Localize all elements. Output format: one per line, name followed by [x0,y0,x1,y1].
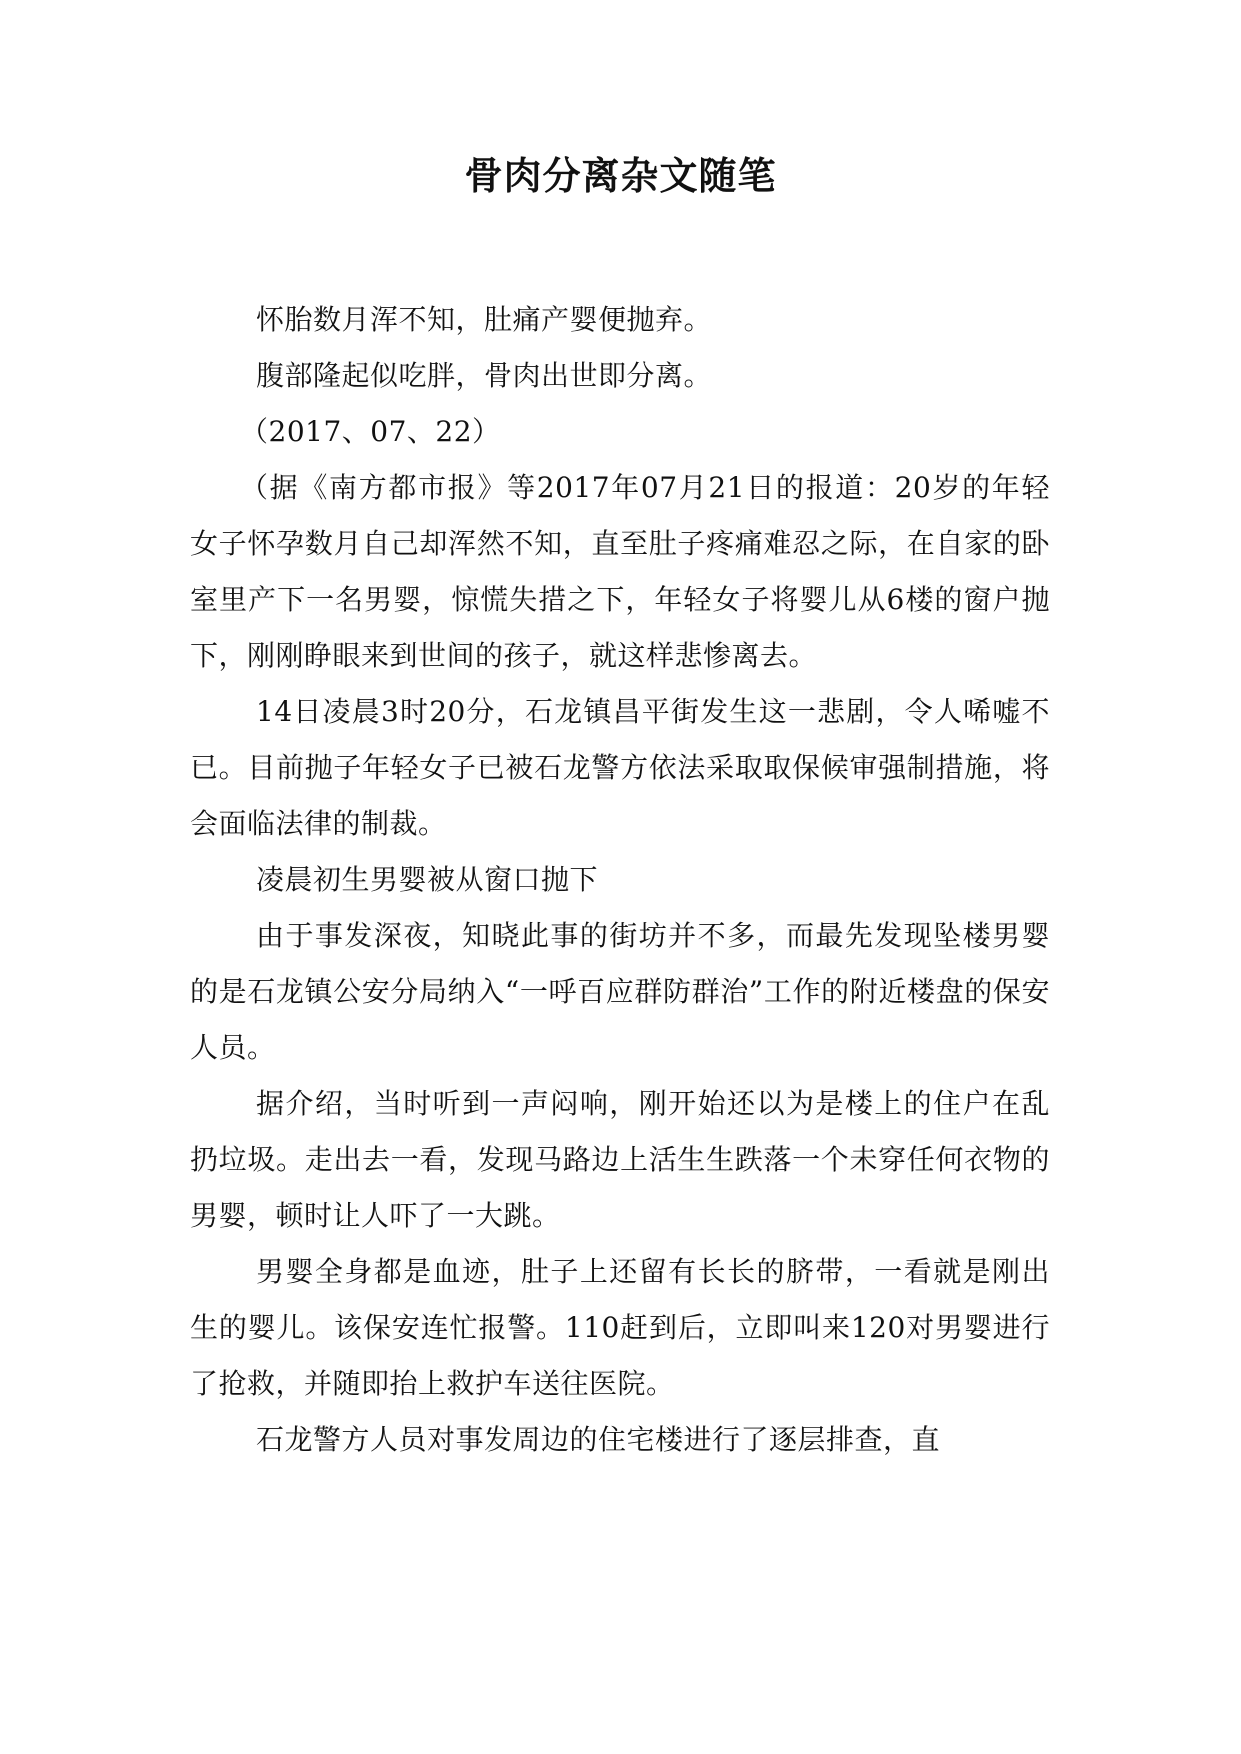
document-body [190,292,1050,1468]
section-subheading: 凌晨初生男婴被从窗口抛下 [256,863,599,896]
news-paragraph: 由于事发深夜，知晓此事的街坊并不多，而最先发现坠楼男婴的是石龙镇公安分局纳入“一呼百应群防群治”工作的附近楼盘的保安人员。 [190,919,1050,1064]
news-paragraph: 14日凌晨3时20分，石龙镇昌平街发生这一悲剧，令人唏嘘不已。目前抛子年轻女子已被石龙警方依法采取取保候审强制措施，将会面临法律的制裁。 [190,695,1050,840]
poem-date: （2017、07、22） [240,415,501,448]
poem-line-2: 腹部隆起似吃胖，骨肉出世即分离。 [256,359,713,392]
document-title: 骨肉分离杂文随笔 [464,154,777,198]
news-paragraph: 男婴全身都是血迹，肚子上还留有长长的脐带，一看就是刚出生的婴儿。该保安连忙报警。110赶到后，立即叫来120对男婴进行了抢救，并随即抬上救护车送往医院。 [190,1255,1050,1400]
news-paragraph: （据《南方都市报》等2017年07月21日的报道：20岁的年轻女子怀孕数月自己却浑然不知，直至肚子疼痛难忍之际，在自家的卧室里产下一名男婴，惊慌失措之下，年轻女子将婴儿从6楼的窗户抛下，刚刚睁眼来到世间的孩子，就这样悲惨离去。 [190,471,1050,672]
news-paragraph: 石龙警方人员对事发周边的住宅楼进行了逐层排查，直 [256,1423,941,1456]
news-paragraph: 据介绍，当时听到一声闷响，刚开始还以为是楼上的住户在乱扔垃圾。走出去一看，发现马路边上活生生跌落一个未穿任何衣物的男婴，顿时让人吓了一大跳。 [190,1087,1050,1232]
poem-line-1: 怀胎数月浑不知，肚痛产婴便抛弃。 [256,303,713,336]
